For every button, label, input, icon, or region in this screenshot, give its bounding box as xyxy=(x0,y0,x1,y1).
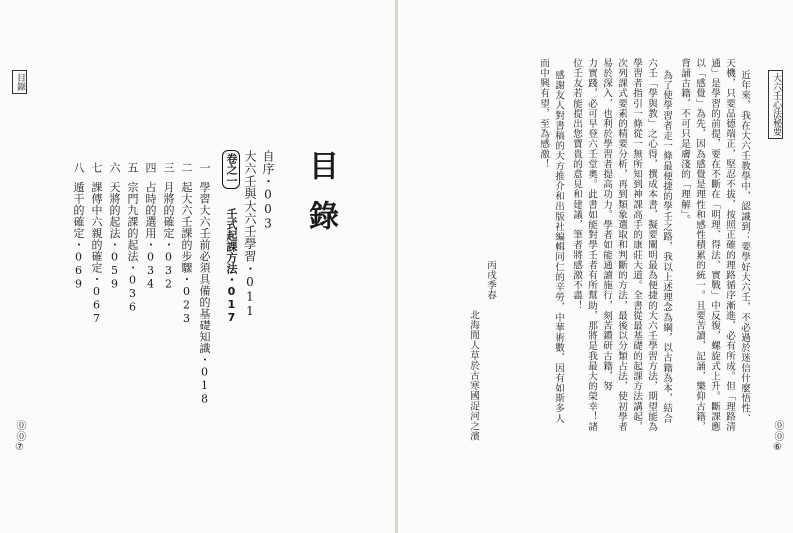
page-title: 目錄 xyxy=(303,150,338,250)
signature-author: 北海閒人草於古寒國浞河之濱 xyxy=(468,310,479,442)
volume-title: 壬式起課方法・017 xyxy=(225,208,238,324)
preface-line: 次列課式要素的精要分析，再到類象選取和判斷的方法，最後以分類占法，使初學者 xyxy=(616,58,627,432)
toc-item: 七課傳中六親的確定・067 xyxy=(90,162,103,326)
preface-line: 而中興有望，至為感激！ xyxy=(538,58,549,170)
toc-intro: 大六壬與大六壬學習・011 xyxy=(243,150,257,319)
toc-item: 六天將的起法・059 xyxy=(108,162,121,291)
page-number-left: ⓪⓪⑦ xyxy=(14,420,25,454)
right-page xyxy=(398,0,793,533)
toc-item: 八遁干的確定・069 xyxy=(72,162,85,291)
toc-item: 二起大六壬課的步驟・023 xyxy=(180,162,193,326)
preface-line: 位壬友若能提出您寶貴的意見和建議，筆者將感激不盡！ xyxy=(571,58,582,311)
preface-line: 為了使學習者走一條最便捷的學壬之路，我以上述理念為綱，以古籍為本，結合 xyxy=(661,70,672,424)
toc-preface: 自序・003 xyxy=(261,150,275,231)
preface-line: 背誦古籍，不可只是膚淺的「理解」。 xyxy=(679,58,690,225)
preface-line: 以「感覺」為先，因為感覺是理性和感性積累的統一。且要苦讀，記誦，樂仰古籍， xyxy=(694,58,705,432)
preface-line: 學習者指引一條從一無所知到神課高手的康莊大道。全書從最基礎的起課方法講起， xyxy=(631,58,642,432)
preface-line: 通」是學習的前提，要在不斷在「明理、得法、實戰」中反復，螺旋式上升。斷課應 xyxy=(709,58,720,432)
running-header-left: 目錄 xyxy=(12,70,27,94)
preface-line: 感謝友人對書稿的大方推介和出版社編輯同仁的辛勞，中華術數，因有如斯多人 xyxy=(553,70,564,424)
toc-volume-heading xyxy=(222,150,240,324)
preface-line: 力實踐，必可早登六壬堂奧。此書如能對學壬者有所幫助，那將是我最大的榮幸！諸 xyxy=(586,58,597,432)
toc-item: 三月將的確定・032 xyxy=(162,162,175,291)
signature-date: 丙戌季春 xyxy=(485,260,496,301)
running-header-right: 大六壬心法秘要 xyxy=(768,70,783,139)
toc-item: 一學習大六壬前必須具備的基礎知識・018 xyxy=(198,162,211,406)
preface-line: 天機，只要品德端正，堅忍不拔，按照正確的理路循序漸進，必有所成。但「理路清 xyxy=(724,58,735,432)
preface-line: 易於深入，也利於學習者提高功力。學者如能通讀施行，刻苦鑽研古籍，努 xyxy=(601,58,612,392)
volume-label-box: 卷之一 xyxy=(222,150,240,189)
preface-line: 六壬「學與教」之心得，撰成本書，擬要闡明最為便捷的大六壬學習方法，期望能為 xyxy=(646,58,657,432)
preface-line: 近年來，我在大六壬教學中，認識到：要學好大六壬，不必過於迷信什麼悟性、 xyxy=(739,70,750,424)
toc-item: 五宗門九課的起法・036 xyxy=(126,162,139,314)
page-number-right: ⓪⓪⑥ xyxy=(772,420,783,454)
toc-item: 四占時的選用・034 xyxy=(144,162,157,291)
left-page xyxy=(0,0,395,533)
